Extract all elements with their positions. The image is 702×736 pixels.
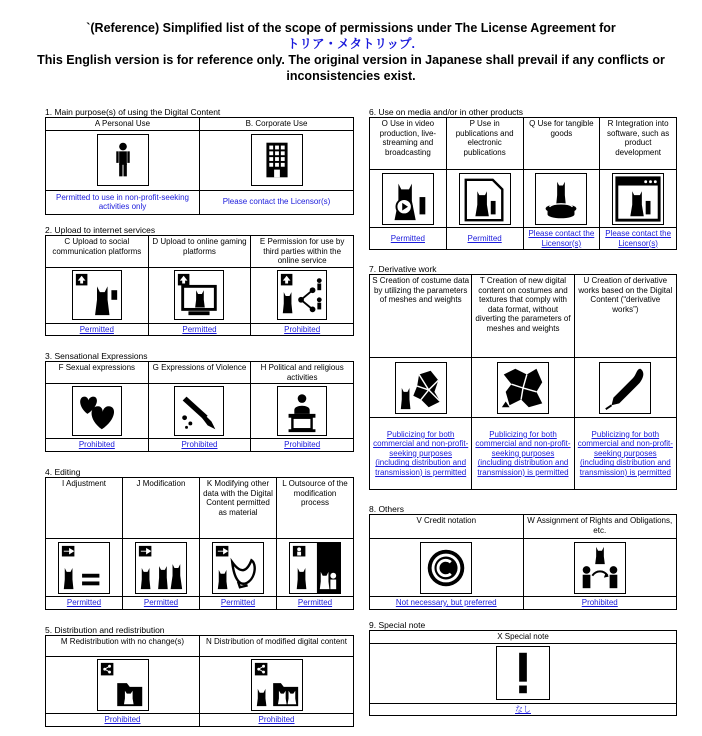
status-q: Please contact the Licensor(s) <box>523 228 600 250</box>
status-f: Prohibited <box>46 439 149 452</box>
podium-icon <box>277 386 327 436</box>
section-special-note <box>369 620 677 716</box>
cell-label-x: X Special note <box>370 631 677 644</box>
cell-label-n: N Distribution of modified digital content <box>200 636 354 657</box>
cell-label-i: I Adjustment <box>46 478 123 539</box>
outsource-icon <box>289 542 341 594</box>
video-icon <box>382 173 434 225</box>
section-editing <box>45 467 354 610</box>
status-h: Prohibited <box>251 439 354 452</box>
cell-label-p: P Use in publications and electronic publications <box>446 118 523 170</box>
section-main-purpose <box>45 107 354 215</box>
cell-label-h: H Political and religious activities <box>251 362 354 384</box>
section-title: 5. Distribution and redistribution <box>45 625 165 635</box>
section-title: 6. Use on media and/or in other products <box>369 107 524 117</box>
status-g: Prohibited <box>148 439 251 452</box>
status-b: Please contact the Licensor(s) <box>200 190 354 214</box>
building-icon <box>251 134 303 186</box>
status-a: Permitted to use in non-profit-seeking activities only <box>46 190 200 214</box>
cell-label-u: U Creation of derivative works based on the Digital Content (“derivative works”) <box>574 275 676 358</box>
section-title: 9. Special note <box>369 620 426 630</box>
distribute-modified-icon <box>251 659 303 711</box>
cell-label-b: B. Corporate Use <box>200 118 354 131</box>
cell-label-k: K Modifying other data with the Digital Content permitted as material <box>200 478 277 539</box>
section-title: 2. Upload to internet services <box>45 225 156 235</box>
material-icon <box>212 542 264 594</box>
status-p: Permitted <box>446 228 523 250</box>
cell-label-s: S Creation of costume data by utilizing the parameters of meshes and weights <box>370 275 472 358</box>
status-c: Permitted <box>46 323 149 336</box>
cell-label-c: C Upload to social communication platforms <box>46 236 149 268</box>
cell-label-m: M Redistribution with no change(s) <box>46 636 200 657</box>
software-icon <box>612 173 664 225</box>
pen-icon <box>599 362 651 414</box>
hearts-icon <box>72 386 122 436</box>
copyright-icon <box>420 542 472 594</box>
header-line-4: inconsistencies exist. <box>286 69 416 83</box>
third-party-icon <box>277 270 327 320</box>
cell-label-r: R Integration into software, such as product development <box>600 118 677 170</box>
document-header <box>0 20 702 84</box>
section-derivative <box>369 264 677 490</box>
person-icon <box>97 134 149 186</box>
costume-mesh-icon <box>395 362 447 414</box>
status-i: Permitted <box>46 597 123 610</box>
status-e: Prohibited <box>251 323 354 336</box>
cell-label-e: E Permission for use by third parties within the online service <box>251 236 354 268</box>
goods-icon <box>535 173 587 225</box>
status-n: Prohibited <box>200 714 354 727</box>
status-j: Permitted <box>123 597 200 610</box>
cell-label-d: D Upload to online gaming platforms <box>148 236 251 268</box>
cell-label-w: W Assignment of Rights and Obligations, etc. <box>523 515 677 539</box>
status-r: Please contact the Licensor(s) <box>600 228 677 250</box>
status-o: Permitted <box>370 228 447 250</box>
cell-label-l: L Outsource of the modification process <box>277 478 354 539</box>
status-v: Not necessary, but preferred <box>370 597 524 610</box>
cell-label-a: A Personal Use <box>46 118 200 131</box>
cell-label-v: V Credit notation <box>370 515 524 539</box>
cell-label-g: G Expressions of Violence <box>148 362 251 384</box>
status-t: Publicizing for both commercial and non-profit-seeking purposes (including distribution and transmission) is permitted <box>472 418 574 490</box>
section-others <box>369 504 677 610</box>
section-title: 1. Main purpose(s) of using the Digital Content <box>45 107 221 117</box>
section-media <box>369 107 677 250</box>
cell-label-o: O Use in video production, live-streaming and broadcasting <box>370 118 447 170</box>
status-x: なし <box>370 703 677 716</box>
texture-icon <box>497 362 549 414</box>
status-m: Prohibited <box>46 714 200 727</box>
cell-label-t: T Creation of new digital content on costumes and textures that comply with data format, without diverting the parameters of meshes and weights <box>472 275 574 358</box>
section-title: 8. Others <box>369 504 404 514</box>
status-l: Permitted <box>277 597 354 610</box>
status-w: Prohibited <box>523 597 677 610</box>
section-distribution <box>45 625 354 727</box>
adjust-icon <box>58 542 110 594</box>
cell-label-j: J Modification <box>123 478 200 539</box>
status-d: Permitted <box>148 323 251 336</box>
cell-label-q: Q Use for tangible goods <box>523 118 600 170</box>
cell-label-f: F Sexual expressions <box>46 362 149 384</box>
knife-icon <box>174 386 224 436</box>
modify-icon <box>135 542 187 594</box>
section-title: 7. Derivative work <box>369 264 437 274</box>
section-upload <box>45 225 354 336</box>
header-line-1: `(Reference) Simplified list of the scope of permissions under The License Agreement for <box>86 21 616 35</box>
section-sensational <box>45 351 354 452</box>
header-product-name: トリア・メタトリップ. <box>287 37 415 51</box>
status-s: Publicizing for both commercial and non-profit-seeking purposes (including distribution and transmission) is permitted <box>370 418 472 490</box>
exclamation-icon <box>496 646 550 700</box>
publication-icon <box>459 173 511 225</box>
assignment-icon <box>574 542 626 594</box>
section-title: 4. Editing <box>45 467 81 477</box>
header-line-3: This English version is for reference only. The original version in Japanese shall prevail if any conflicts or <box>37 53 665 67</box>
redistribute-icon <box>97 659 149 711</box>
social-upload-icon <box>72 270 122 320</box>
section-title: 3. Sensational Expressions <box>45 351 148 361</box>
game-upload-icon <box>174 270 224 320</box>
status-u: Publicizing for both commercial and non-profit-seeking purposes (including distribution and transmission) is permitted <box>574 418 676 490</box>
status-k: Permitted <box>200 597 277 610</box>
